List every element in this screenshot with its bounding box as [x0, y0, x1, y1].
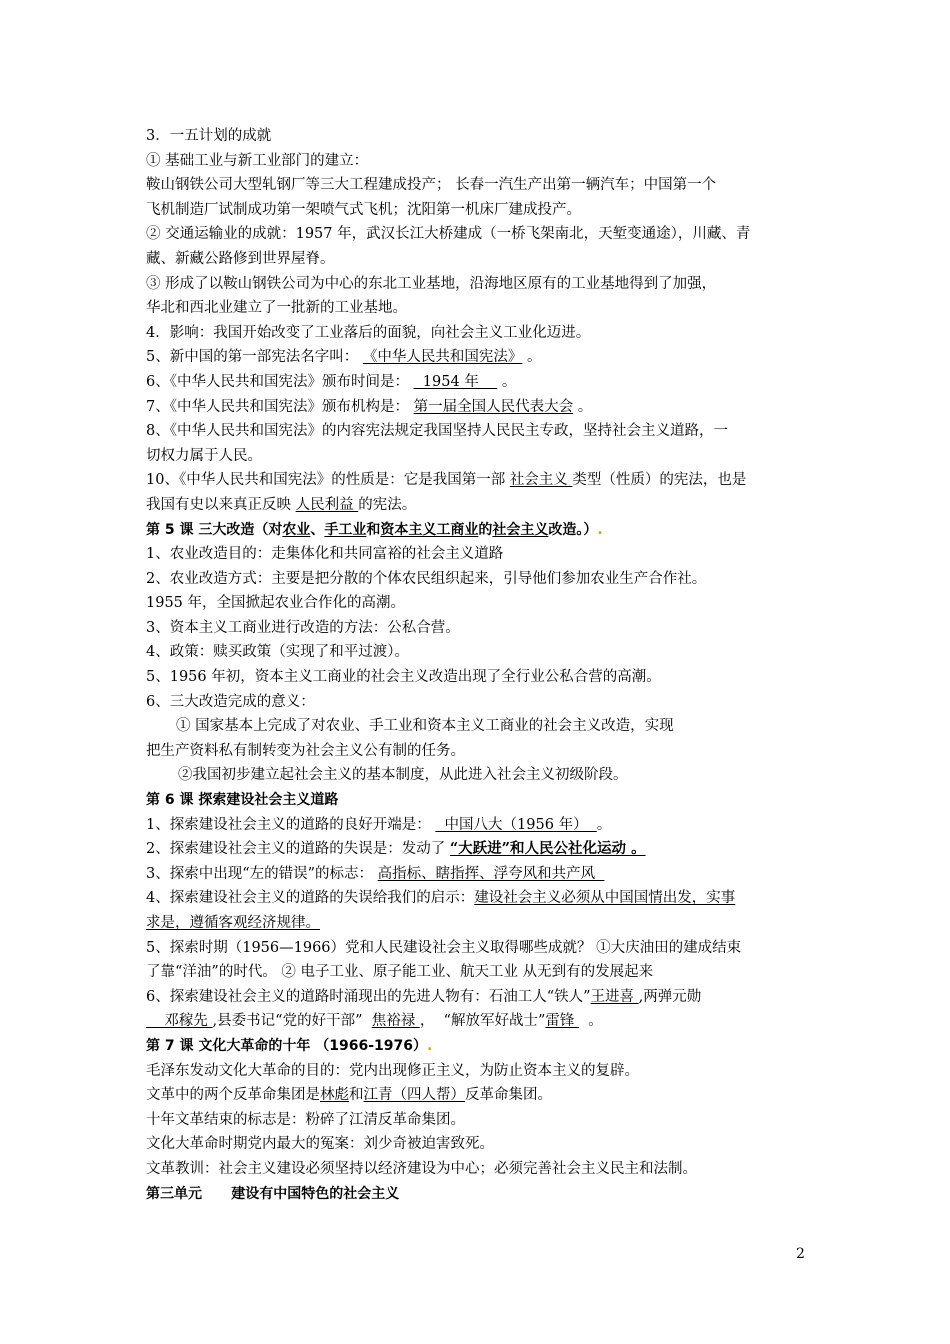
- text-line: [146, 886, 810, 911]
- text-span: 1、探索建设社会主义的道路的良好开端是：: [146, 816, 436, 833]
- accent-dot: .: [426, 1037, 433, 1054]
- lesson-heading: [146, 1034, 810, 1059]
- text-span: 10、《中华人民共和国宪法》的性质是：它是我国第一部: [146, 472, 510, 489]
- text-line: 8、《中华人民共和国宪法》的内容宪法规定我国坚持人民民主专政，坚持社会主义道路，一: [146, 423, 728, 440]
- answer-underlined: 焦裕禄: [371, 1013, 420, 1030]
- text-line: 5、探索时期（1956—1966）党和人民建设社会主义取得哪些成就？ ①大庆油田的建成结束: [146, 939, 742, 956]
- answer-underlined: 高指标、瞎指挥、浮夸风和共产风: [377, 865, 605, 882]
- text-line: ① 国家基本上完成了对农业、手工业和资本主义工商业的社会主义改造，实现: [176, 718, 674, 735]
- text-line: 把生产资料私有制转变为社会主义公有制的任务。: [146, 742, 465, 759]
- text-span: 的宪法。: [358, 496, 417, 513]
- text-line: [146, 370, 810, 395]
- text-line: 3．一五计划的成就: [146, 128, 272, 144]
- text-span: 我国有史以来真正反映: [146, 496, 296, 513]
- text-span: 和: [366, 521, 381, 538]
- text-line: [146, 1083, 810, 1108]
- text-line: [146, 395, 810, 420]
- accent-dot: .: [597, 521, 603, 538]
- text-span: 类型（性质）的宪法，也是: [572, 472, 747, 489]
- text-span: 文革中的两个反革命集团是: [146, 1087, 320, 1104]
- text-span: 、: [310, 521, 325, 538]
- text-span: 。: [497, 373, 517, 390]
- text-line: ① 基础工业与新工业部门的建立：: [146, 152, 369, 169]
- answer-underlined: 《中华人民共和国宪法》: [362, 349, 523, 366]
- text-line: 2、农业改造方式：主要是把分散的个体农民组织起来，引导他们参加农业生产合作社。: [146, 570, 707, 587]
- text-span: 5、新中国的第一部宪法名字叫：: [146, 349, 363, 366]
- answer-underlined: 1954 年: [413, 373, 498, 390]
- answer-underlined: 第一届全国人民代表大会: [413, 398, 574, 415]
- answer-underlined: 建设社会主义必须从中国国情出发，实事: [474, 890, 736, 907]
- text-span: 第 7 课 文化大革命的十年 （1966-1976）: [146, 1037, 427, 1054]
- answer-underlined: 中国八大（1956 年）: [435, 816, 597, 833]
- text-line: 1955 年，全国掀起农业合作化的高潮。: [146, 595, 406, 612]
- text-line: 鞍山钢铁公司大型轧钢厂等三大工程建成投产； 长春一汽生产出第一辆汽车；中国第一个: [146, 177, 717, 194]
- text-span: 7、《中华人民共和国宪法》颁布机构是：: [146, 398, 414, 415]
- text-span: 反革命集团。: [465, 1087, 552, 1104]
- text-line: [146, 493, 810, 518]
- text-line: 了靠“洋油”的时代。 ② 电子工业、原子能工业、航天工业 从无到有的发展起来: [146, 964, 654, 981]
- text-span: 4、探索建设社会主义的道路的失误给我们的启示：: [146, 890, 475, 907]
- answer-underlined: 人民利益: [295, 496, 359, 513]
- answer-underlined: 江青（四人帮）: [363, 1087, 465, 1104]
- answer-underlined: “大跃进”和人民公社化运动 。: [449, 840, 646, 858]
- text-line: 飞机制造厂试制成功第一架喷气式飞机；沈阳第一机床厂建成投产。: [146, 201, 581, 218]
- text-line: 切权力属于人民。: [146, 447, 262, 464]
- text-span: 6、《中华人民共和国宪法》颁布时间是：: [146, 373, 414, 390]
- text-span: 和: [349, 1087, 364, 1104]
- text-line: 文革教训：社会主义建设必须坚持以经济建设为中心；必须完善社会主义民主和法制。: [146, 1160, 697, 1177]
- keyword-underlined: 社会主义: [492, 521, 549, 538]
- text-line: [146, 813, 810, 838]
- text-line: [146, 1009, 810, 1034]
- text-span: 6、探索建设社会主义的道路时涌现出的先进人物有：石油工人“铁人”: [146, 988, 591, 1005]
- text-span: 改造。）: [548, 521, 598, 538]
- text-span: ,县委书记“党的好干部”: [212, 1013, 372, 1030]
- text-line: 十年文革结束的标志是：粉碎了江清反革命集团。: [146, 1111, 465, 1128]
- keyword-underlined: 农业: [282, 521, 311, 538]
- lesson-heading: 第 6 课 探索建设社会主义道路: [146, 792, 339, 809]
- text-line: 藏、新藏公路修到世界屋脊。: [146, 250, 335, 267]
- text-span: 。: [578, 1013, 603, 1030]
- text-line: [146, 345, 810, 370]
- answer-underlined: 林彪: [320, 1087, 349, 1104]
- answer-underlined: 求是，遵循客观经济规律。: [146, 915, 320, 931]
- document-body: [146, 124, 810, 1206]
- text-line: 5、1956 年初，资本主义工商业的社会主义改造出现了全行业公私合营的高潮。: [146, 669, 661, 686]
- text-line: [146, 985, 810, 1010]
- text-line: ③ 形成了以鞍山钢铁公司为中心的东北工业基地，沿海地区原有的工业基地得到了加强，: [146, 275, 717, 292]
- text-line: 4、政策：赎买政策（实现了和平过渡）。: [146, 644, 409, 661]
- text-span: 。: [522, 349, 542, 366]
- keyword-underlined: 手工业: [324, 521, 367, 538]
- text-line: ②我国初步建立起社会主义的基本制度，从此进入社会主义初级阶段。: [178, 767, 628, 784]
- answer-underlined: 雷锋: [545, 1013, 579, 1030]
- lesson-heading: [146, 518, 810, 543]
- text-line: [146, 911, 810, 936]
- text-span: ,两弹元勋: [638, 988, 702, 1005]
- answer-underlined: 社会主义: [509, 472, 573, 489]
- text-line: [146, 468, 810, 493]
- page-number: 2: [796, 1246, 805, 1262]
- text-span: 。: [596, 816, 612, 833]
- text-span: 的: [478, 521, 493, 538]
- text-line: 3、资本主义工商业进行改造的方法：公私合营。: [146, 619, 460, 636]
- text-span: 第 5 课 三大改造（对: [146, 521, 283, 538]
- text-line: 1、农业改造目的：走集体化和共同富裕的社会主义道路: [146, 546, 504, 563]
- keyword-underlined: 资本主义工商业: [380, 521, 479, 538]
- text-line: ② 交通运输业的成就：1957 年，武汉长江大桥建成（一桥飞架南北，天堑变通途），川藏、青: [146, 226, 751, 243]
- text-line: [146, 837, 810, 862]
- text-span: 。: [573, 398, 593, 415]
- text-line: 毛泽东发动文化大革命的目的：党内出现修正主义，为防止资本主义的复辟。: [146, 1062, 639, 1079]
- text-line: 文化大革命时期党内最大的冤案：刘少奇被迫害致死。: [146, 1136, 494, 1153]
- text-span: ， “解放军好战士”: [419, 1013, 546, 1030]
- unit-heading: 第三单元 建设有中国特色的社会主义: [146, 1185, 400, 1202]
- text-line: 6、三大改造完成的意义：: [146, 693, 315, 710]
- text-span: 2、探索建设社会主义的道路的失误是：发动了: [146, 841, 450, 858]
- text-line: 4．影响：我国开始改变了工业落后的面貌，向社会主义工业化迈进。: [146, 324, 591, 341]
- text-line: [146, 862, 810, 887]
- text-span: 3、探索中出现“左的错误”的标志：: [146, 865, 378, 882]
- answer-underlined: 王进喜: [590, 988, 639, 1005]
- text-line: 华北和西北业建立了一批新的工业基地。: [146, 300, 407, 317]
- answer-underlined: 邓稼先: [146, 1013, 213, 1030]
